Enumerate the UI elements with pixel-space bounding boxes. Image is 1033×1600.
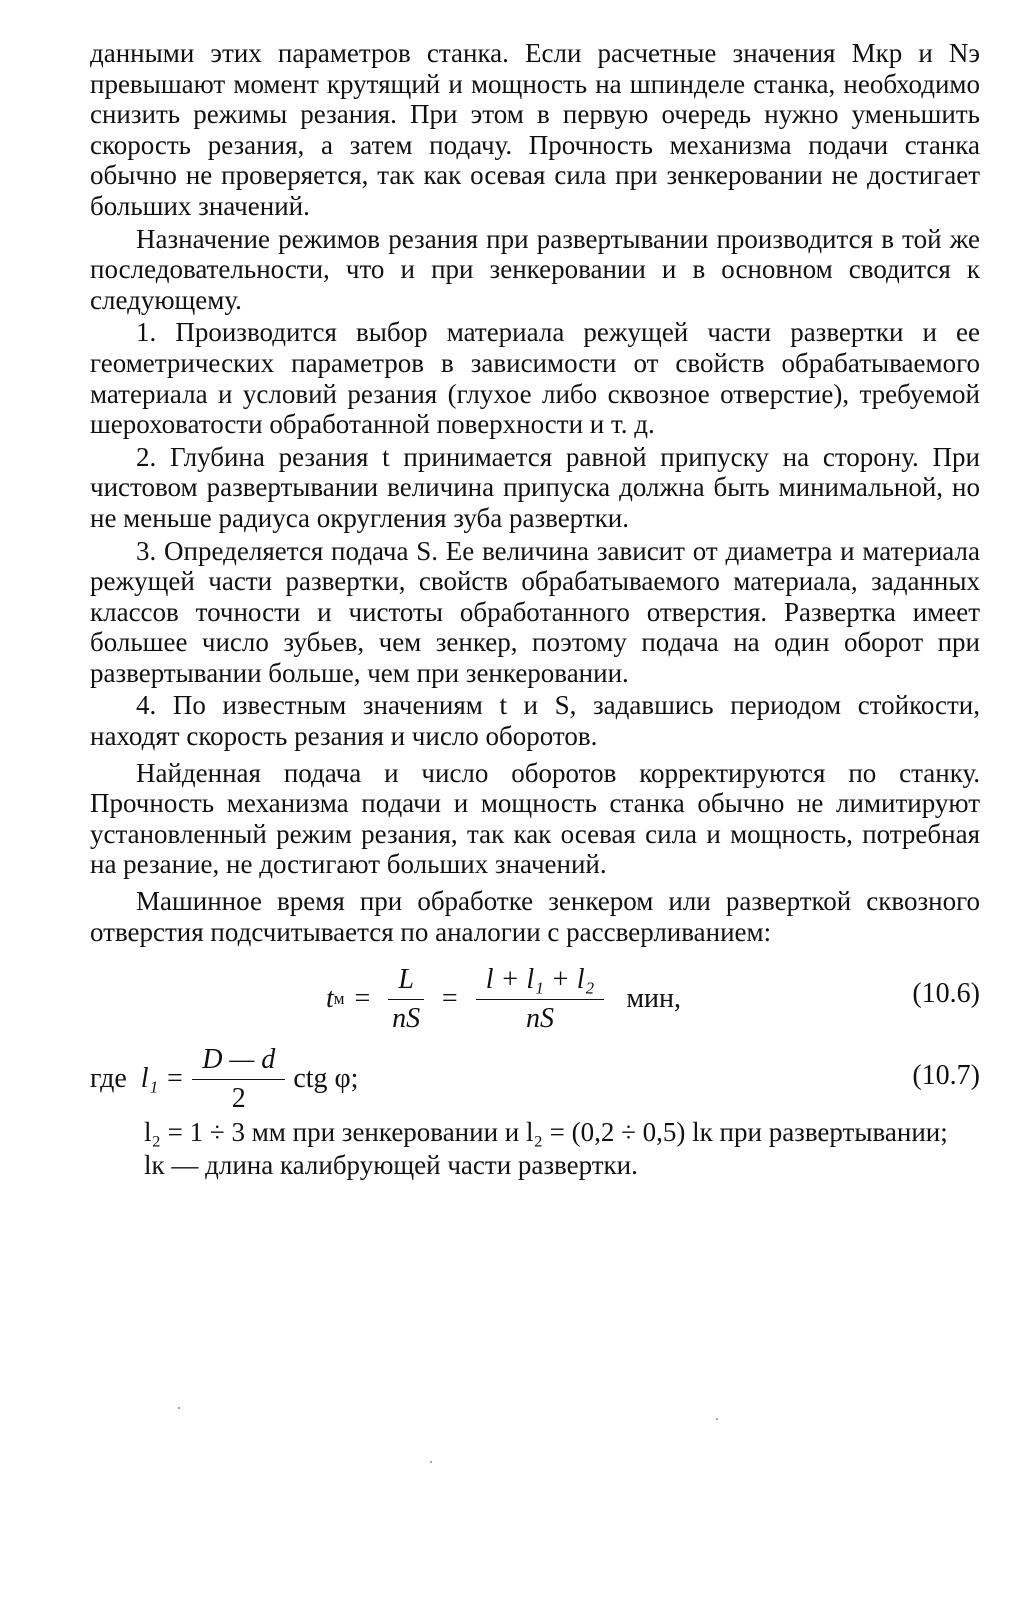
definition-item: lк — длина калибрующей части развертки. xyxy=(144,1149,638,1180)
equals-sign: = xyxy=(354,983,371,1015)
scan-speck xyxy=(178,1407,180,1409)
fraction-1-denominator: nS xyxy=(392,1003,421,1035)
formula-10-6 xyxy=(90,957,980,1043)
paragraph: данными этих параметров станка. Если расчетные значения Mкр и Nэ превышают момент крутящий и мощность на шпинделе станка, необходимо снизить режимы резания. При этом в первую очередь нужно уменьшить скорость резания, а затем подачу. Прочность механизма подачи станка обычно не проверяется, так как осевая сила при зенкеровании не достигает больших значений. xyxy=(90,38,980,221)
fraction-2 xyxy=(476,963,605,1036)
paragraph: Найденная подача и число оборотов корректируются по станку. Прочность механизма подачи и мощность станка обычно не лимитируют установленный режим резания, так как осевая сила и мощность, потребная на резание, не достигают больших значений. xyxy=(90,757,980,880)
fraction-numerator: D — d xyxy=(192,1043,285,1080)
equals-sign: = xyxy=(441,983,458,1015)
paragraph: Назначение режимов резания при развертывании производится в той же последовательности, что и при зенкеровании и в основном сводится к следующему. xyxy=(90,223,980,315)
fraction-1 xyxy=(388,963,424,1036)
equation-number: (10.6) xyxy=(912,978,980,1010)
definitions-list xyxy=(144,1117,980,1180)
definition-item: l₂ = 1 ÷ 3 мм при зенкеровании и l₂ = (0,2 ÷ 0,5) lк при развертывании; xyxy=(144,1117,948,1148)
list-item: 1. Производится выбор материала режущей части развертки и ее геометрических параметров в зависимости от свойств обрабатываемого материала и условий резания (глухое либо сквозное отверстие), требуемой шероховатости обработанной поверхности и т. д. xyxy=(90,317,980,440)
scan-speck xyxy=(716,1418,718,1420)
scan-speck xyxy=(430,1461,432,1463)
formula-lhs: t xyxy=(326,983,334,1015)
formula-lhs-subscript: м xyxy=(333,989,345,1009)
formula-lhs: l₁ = xyxy=(140,1063,185,1095)
equation-number: (10.7) xyxy=(912,1060,980,1092)
fraction-denominator: 2 xyxy=(231,1083,246,1115)
list-item: 2. Глубина резания t принимается равной припуску на сторону. При чистовом развертывании величина припуска должна быть минимальной, но не меньше радиуса округления зуба развертки. xyxy=(90,441,980,533)
list-item: 3. Определяется подача S. Ее величина зависит от диаметра и материала режущей части развертки, свойств обрабатываемого материала, заданных классов точности и чистоты обработанного отверстия. Развертка имеет большее число зубьев, чем зенкер, поэтому подача на один оборот при развертывании больше, чем при зенкеровании. xyxy=(90,535,980,688)
fraction-2-numerator: l + l₁ + l₂ xyxy=(476,963,605,1000)
where-label: где xyxy=(90,1063,127,1095)
fraction-1-numerator: L xyxy=(388,963,424,1000)
formula-rhs: ctg φ; xyxy=(293,1063,359,1095)
page-body xyxy=(90,38,980,1180)
paragraph: Машинное время при обработке зенкером или разверткой сквозного отверстия подсчитывается по аналогии с рассверливанием: xyxy=(90,886,980,947)
fraction xyxy=(192,1043,285,1116)
formula-unit: мин, xyxy=(626,983,682,1015)
list-item: 4. По известным значениям t и S, задавшись периодом стойкости, находят скорость резания и число оборотов. xyxy=(90,690,980,752)
fraction-2-denominator: nS xyxy=(526,1003,555,1035)
formula-10-7 xyxy=(90,1043,980,1117)
